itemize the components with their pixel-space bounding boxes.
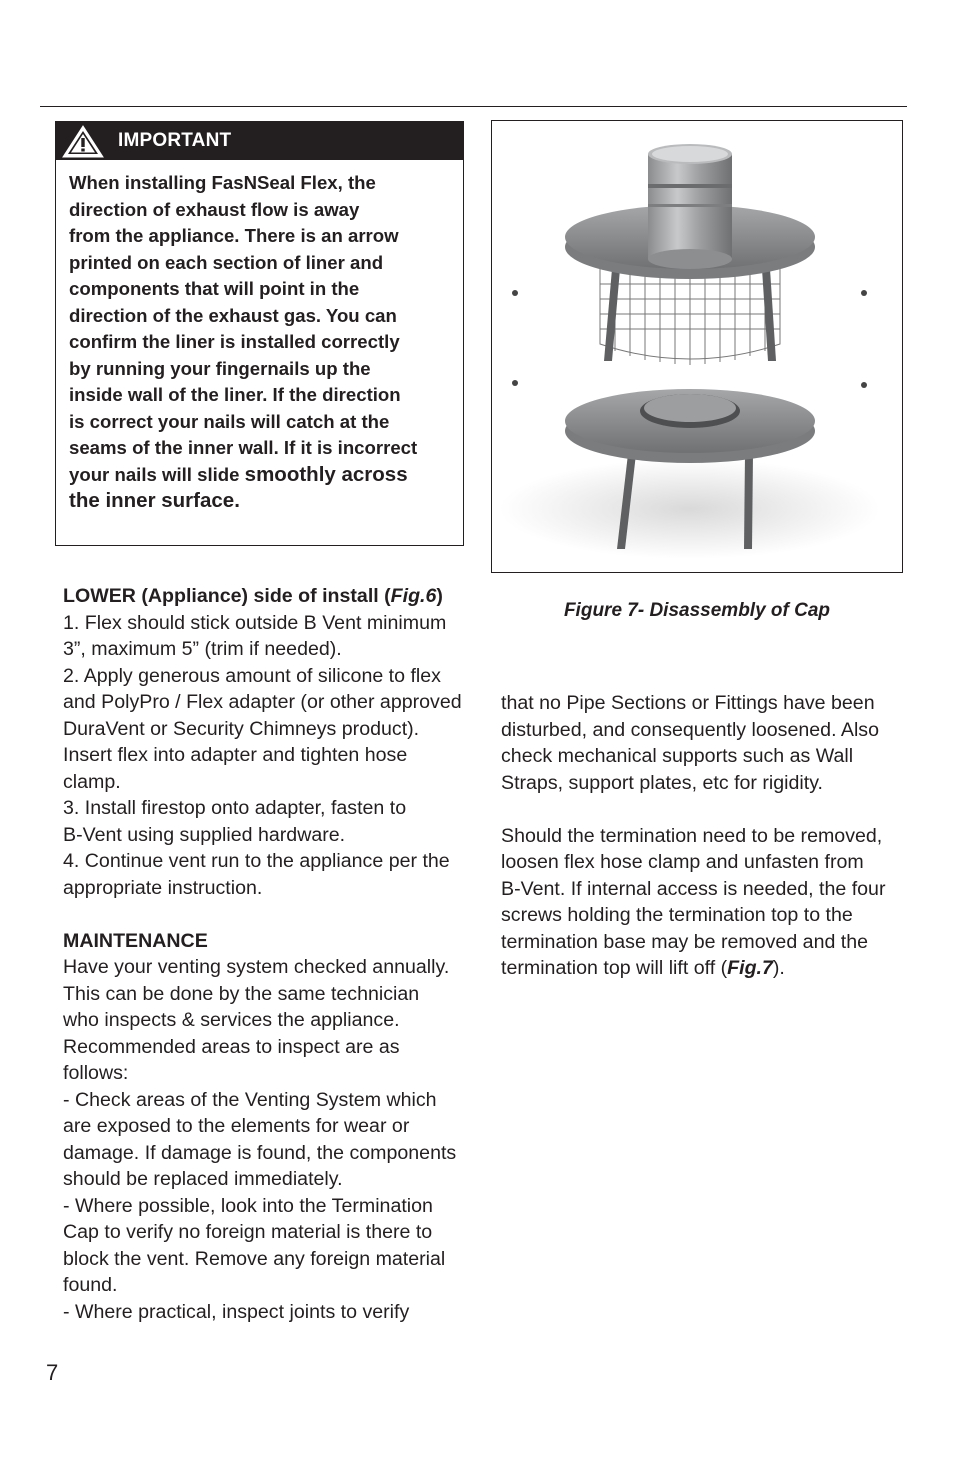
figure-reference: Fig.7 bbox=[727, 957, 773, 979]
header-rule bbox=[40, 106, 907, 107]
body-line: This can be done by the same technician bbox=[63, 982, 420, 1005]
important-line: from the appliance. There is an arrow bbox=[69, 225, 399, 246]
body-text: termination top will lift off ( bbox=[501, 957, 728, 979]
body-line: are exposed to the elements for wear or bbox=[63, 1115, 410, 1137]
right-column bbox=[501, 690, 911, 982]
body-line: termination base may be removed and the bbox=[501, 930, 869, 953]
body-text: ). bbox=[772, 957, 785, 979]
important-line: printed on each section of liner and bbox=[69, 251, 384, 273]
body-line: Straps, support plates, etc for rigidity. bbox=[501, 771, 823, 794]
body-line: B-Vent. If internal access is needed, the four bbox=[501, 877, 886, 900]
body-line: 1. Flex should stick outside B Vent minimum bbox=[63, 611, 447, 634]
maintenance-heading: MAINTENANCE bbox=[63, 929, 208, 952]
important-line-part: your nails will slide bbox=[69, 463, 245, 485]
cap-disassembly-illustration bbox=[500, 129, 894, 564]
body-line: block the vent. Remove any foreign material bbox=[63, 1247, 446, 1270]
body-line: Insert flex into adapter and tighten hose bbox=[63, 744, 408, 766]
body-line: 3”, maximum 5” (trim if needed). bbox=[63, 638, 342, 660]
body-line bbox=[501, 955, 911, 982]
figure-caption: Figure 7- Disassembly of Cap bbox=[563, 600, 831, 621]
important-line: inside wall of the liner. If the direction bbox=[69, 384, 401, 405]
body-line: Cap to verify no foreign material is there to bbox=[63, 1221, 433, 1243]
heading-text: LOWER (Appliance) side of install ( bbox=[63, 585, 391, 607]
important-line: the inner surface. bbox=[69, 489, 240, 512]
important-line: by running your fingernails up the bbox=[69, 357, 371, 379]
left-column bbox=[63, 583, 483, 1325]
important-line: is correct your nails will catch at the bbox=[69, 410, 390, 432]
body-line: - Where practical, inspect joints to verify bbox=[63, 1300, 410, 1323]
lower-install-heading bbox=[63, 583, 483, 610]
important-line: components that will point in the bbox=[69, 278, 360, 299]
body-line: disturbed, and consequently loosened. Also bbox=[501, 718, 879, 741]
body-line: damage. If damage is found, the components bbox=[63, 1141, 457, 1164]
figure-7-frame bbox=[491, 120, 903, 573]
important-box bbox=[55, 121, 464, 546]
body-line: check mechanical supports such as Wall bbox=[501, 745, 854, 767]
figure-reference: Fig.6 bbox=[390, 585, 437, 607]
body-line: 3. Install firestop onto adapter, fasten to bbox=[63, 797, 407, 819]
body-line: that no Pipe Sections or Fittings have been bbox=[501, 692, 875, 714]
body-line: loosen flex hose clamp and unfasten from bbox=[501, 851, 864, 873]
mesh-screen bbox=[600, 269, 780, 365]
important-line: confirm the liner is installed correctly bbox=[69, 331, 400, 352]
body-line: screws holding the termination top to the bbox=[501, 904, 853, 926]
body-line: B-Vent using supplied hardware. bbox=[63, 823, 346, 846]
body-line: should be replaced immediately. bbox=[63, 1168, 343, 1190]
body-line: found. bbox=[63, 1274, 118, 1296]
body-line: 4. Continue vent run to the appliance per the bbox=[63, 850, 450, 872]
page-number: 7 bbox=[46, 1360, 59, 1385]
body-line: Have your venting system checked annually. bbox=[63, 956, 450, 978]
important-line: When installing FasNSeal Flex, the bbox=[69, 172, 376, 193]
body-line: 2. Apply generous amount of silicone to flex bbox=[63, 664, 441, 687]
body-line: Should the termination need to be removed, bbox=[501, 824, 883, 847]
body-line: follows: bbox=[63, 1062, 129, 1084]
body-line: who inspects & services the appliance. bbox=[63, 1009, 400, 1031]
body-line: - Check areas of the Venting System which bbox=[63, 1088, 437, 1111]
body-line: Recommended areas to inspect are as bbox=[63, 1035, 400, 1058]
body-line: appropriate instruction. bbox=[63, 876, 263, 899]
body-line: clamp. bbox=[63, 770, 121, 793]
important-line: direction of exhaust flow is away bbox=[69, 198, 360, 220]
body-line: DuraVent or Security Chimneys product). bbox=[63, 717, 420, 740]
important-line: direction of the exhaust gas. You can bbox=[69, 304, 397, 326]
important-line-part-large: smoothly across bbox=[244, 462, 408, 486]
important-title: IMPORTANT bbox=[118, 130, 232, 151]
important-text bbox=[69, 170, 454, 515]
heading-text: ) bbox=[436, 585, 443, 607]
important-line bbox=[69, 462, 454, 489]
important-header bbox=[56, 122, 463, 160]
warning-icon bbox=[60, 123, 106, 159]
body-line: and PolyPro / Flex adapter (or other approved bbox=[63, 691, 462, 713]
body-line: - Where possible, look into the Termination bbox=[63, 1194, 433, 1217]
important-line: seams of the inner wall. If it is incorrect bbox=[69, 437, 418, 458]
